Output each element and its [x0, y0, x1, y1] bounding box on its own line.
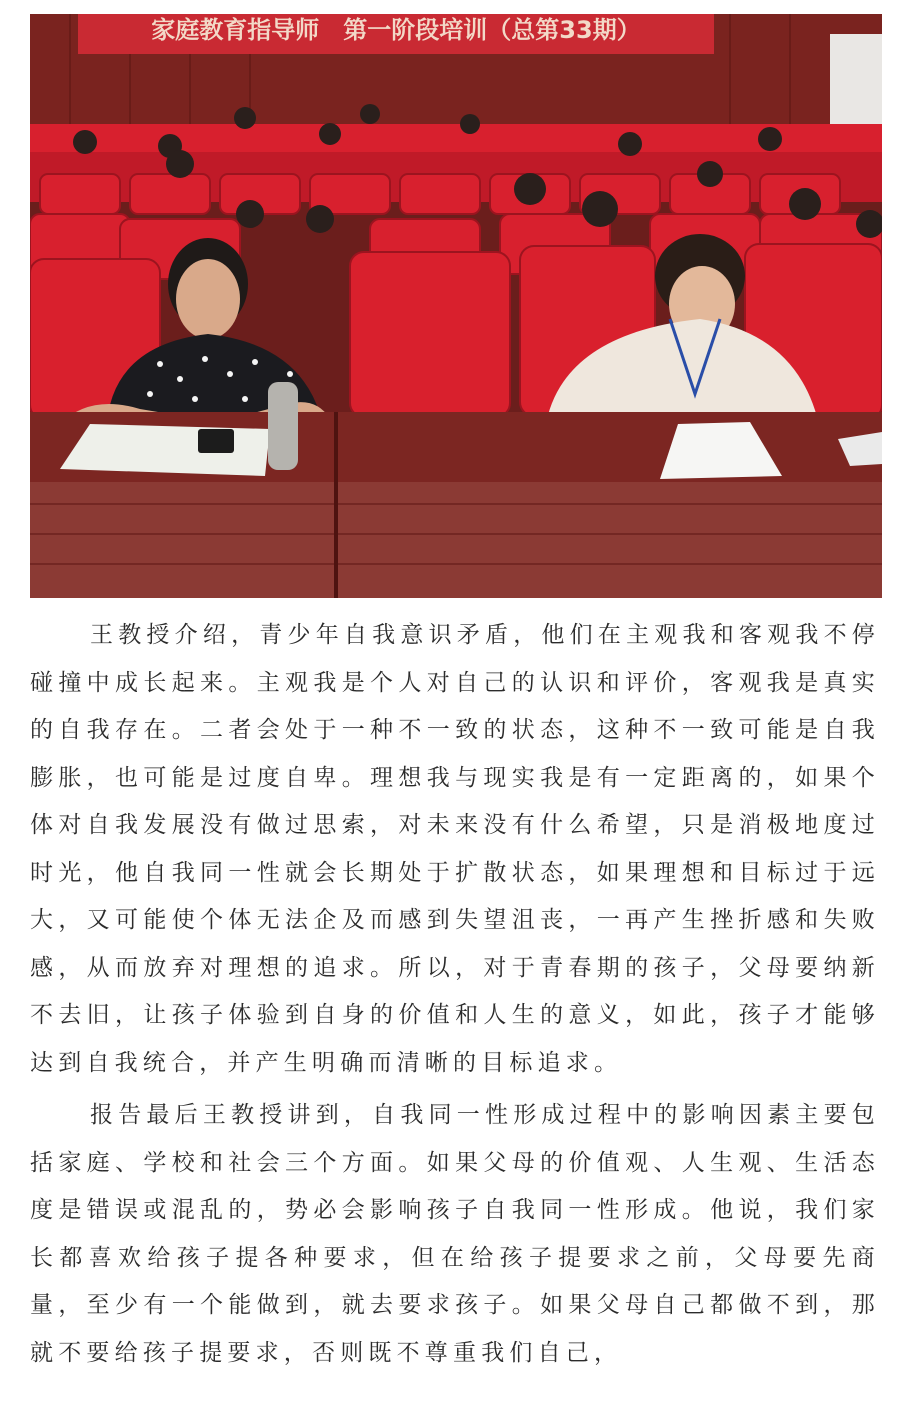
classroom-photo-illustration — [30, 14, 882, 598]
phone — [198, 429, 234, 453]
classroom-photo — [30, 14, 882, 598]
banner-text: 家庭教育指导师 第一阶段培训（总第33期） — [151, 16, 641, 44]
notebook — [60, 424, 270, 476]
article-body — [30, 612, 880, 1377]
article-paragraph-1: 王教授介绍，青少年自我意识矛盾，他们在主观我和客观我不停碰撞中成长起来。主观我是个人对自己的认识和评价，客观我是真实的自我存在。二者会处于一种不一致的状态，这种不一致可能是自我膨胀，也可能是过度自卑。理想我与现实我是有一定距离的，如果个体对自我发展没有做过思索，对未来没有什么希望，只是消极地度过时光，他自我同一性就会长期处于扩散状态，如果理想和目标过于远大，又可能使个体无法企及而感到失望沮丧，一再产生挫折感和失败感，从而放弃对理想的追求。所以，对于青春期的孩子，父母要纳新不去旧，让孩子体验到自身的价值和人生的意义，如此，孩子才能够达到自我统合，并产生明确而清晰的目标追求。 — [30, 622, 880, 1076]
article-paragraph-2: 报告最后王教授讲到，自我同一性形成过程中的影响因素主要包括家庭、学校和社会三个方面。如果父母的价值观、人生观、生活态度是错误或混乱的，势必会影响孩子自我同一性形成。他说，我们家长都喜欢给孩子提各种要求，但在给孩子提要求之前，父母要先商量，至少有一个能做到，就去要求孩子。如果父母自己都做不到，那就不要给孩子提要求，否则既不尊重我们自己， — [30, 1102, 880, 1366]
thermos — [268, 382, 298, 470]
